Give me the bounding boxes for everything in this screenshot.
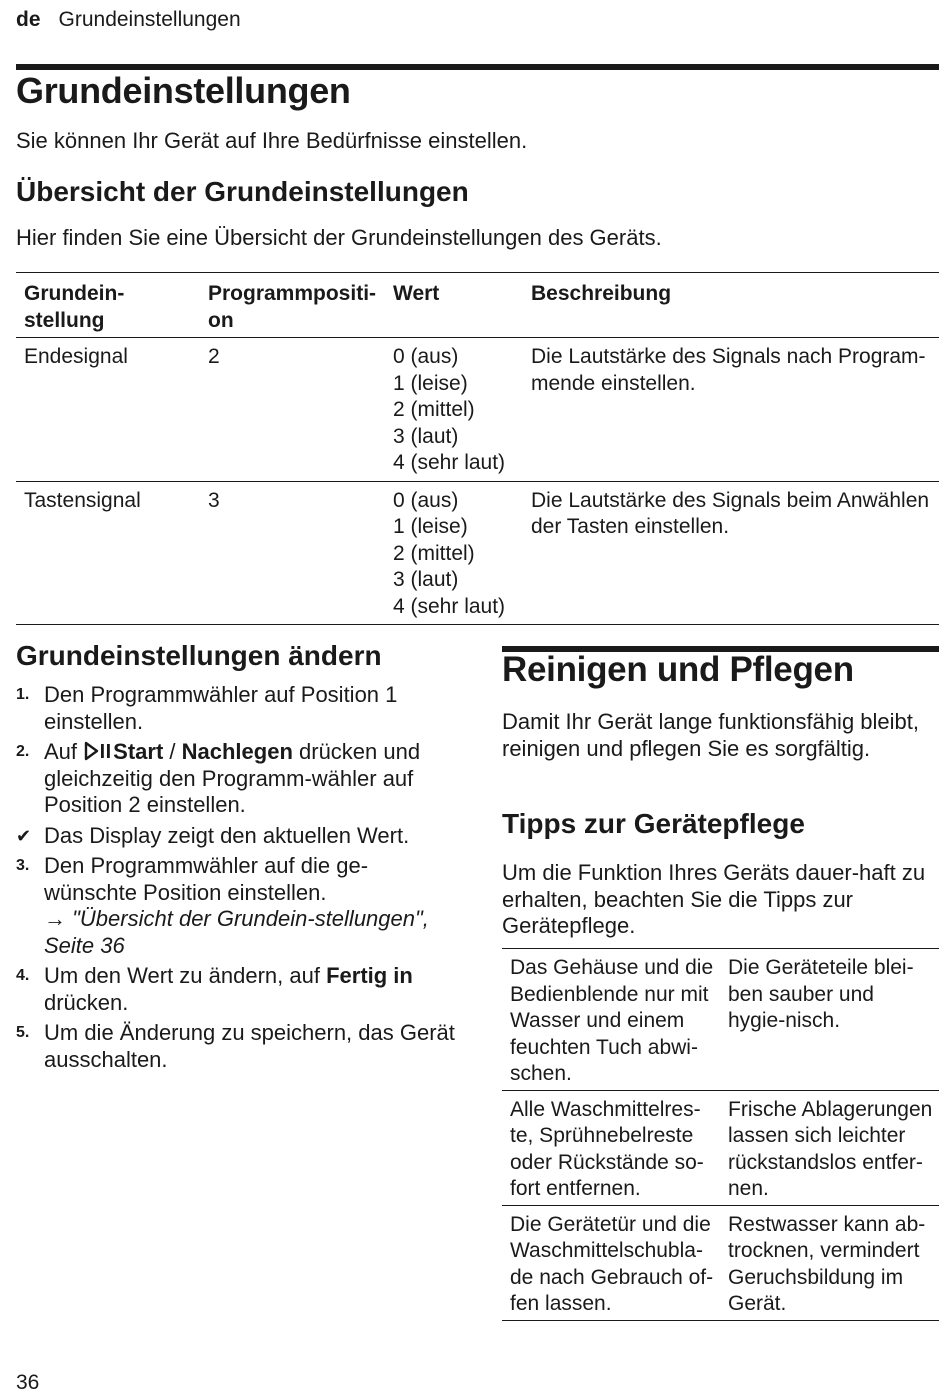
language-code: de (16, 8, 41, 31)
value-option: 3 (laut) (393, 424, 459, 448)
table-header-row (16, 273, 939, 338)
label-separator: / (163, 739, 182, 764)
tips-heading: Tipps zur Gerätepflege (502, 808, 805, 839)
setting-name: Endesignal (24, 345, 128, 368)
result-text: Das Display zeigt den aktuellen Wert. (44, 822, 410, 848)
overview-intro: Hier finden Sie eine Übersicht der Grundeinstellungen des Geräts. (16, 225, 662, 250)
column-header: Beschreibung (531, 282, 672, 305)
step-text: Den Programmwähler auf die ge-wünschte Position einstellen. (44, 853, 369, 905)
table-row (502, 1205, 939, 1320)
setting-name: Tastensignal (24, 488, 141, 512)
program-position: 3 (208, 488, 220, 512)
value-option: 4 (sehr laut) (393, 594, 506, 618)
program-position: 2 (208, 345, 220, 368)
value-option: 2 (mittel) (393, 541, 475, 565)
step-number: 2. (16, 743, 30, 760)
value-option: 0 (aus) (393, 345, 459, 368)
page-title: Grundeinstellungen (16, 70, 351, 111)
setting-values (385, 338, 523, 482)
tip-action: Das Gehäuse und die Bedienblende nur mit Wasser und einem feuchten Tuch abwi-schen. (510, 956, 714, 1085)
step-text: drücken und gleichzeitig den Programm-wähler auf Position 2 einstellen. (44, 739, 421, 817)
step-number: 1. (16, 686, 30, 703)
setting-description: Die Lautstärke des Signals nach Program- mende einstellen. (531, 345, 926, 395)
step-item (16, 682, 456, 735)
table-row (16, 481, 939, 625)
step-item (16, 963, 456, 1016)
tip-action: Die Gerätetür und die Waschmittelschubla-de nach Gebrauch of-fen lassen. (510, 1212, 714, 1315)
running-header (16, 8, 241, 32)
tips-table (502, 948, 939, 1321)
cleaning-heading: Reinigen und Pflegen (502, 650, 854, 689)
change-settings-section (16, 640, 456, 1077)
column-header: Wert (393, 282, 440, 305)
step-item (16, 1020, 456, 1073)
tip-benefit: Restwasser kann ab-trocknen, vermindert Geruchsbildung im Gerät. (728, 1212, 926, 1315)
result-item (16, 823, 456, 850)
tip-benefit: Die Geräteteile blei-ben sauber und hygie-nisch. (728, 956, 914, 1032)
step-number: 3. (16, 857, 30, 874)
step-text: Den Programmwähler auf Position 1 einstellen. (44, 682, 398, 734)
start-button-label: Start (113, 739, 164, 764)
overview-heading: Übersicht der Grundeinstellungen (16, 176, 469, 207)
cross-reference: → "Übersicht der Grundein-stellungen", Seite 36 (44, 906, 429, 958)
step-number: 5. (16, 1024, 30, 1041)
step-text: Um die Änderung zu speichern, das Gerät ausschalten. (44, 1020, 455, 1072)
table-row (502, 1090, 939, 1205)
cleaning-intro: Damit Ihr Gerät lange funktionsfähig bleibt, reinigen und pflegen Sie es sorgfältig. (502, 709, 920, 761)
column-header: Programmpositi- on (208, 282, 377, 332)
checkmark-icon: ✔ (16, 825, 32, 846)
page-number: 36 (16, 1371, 40, 1394)
step-text: Auf (44, 739, 78, 764)
start-pause-icon (83, 741, 113, 761)
column-header: Grundein- stellung (24, 282, 125, 332)
tip-benefit: Frische Ablagerungen lassen sich leichter rückstandslos entfer-nen. (728, 1097, 933, 1200)
header-section: Grundeinstellungen (58, 8, 241, 31)
setting-values (385, 481, 523, 625)
table-row (16, 338, 939, 482)
step-number: 4. (16, 967, 30, 984)
tips-intro: Um die Funktion Ihres Geräts dauer-haft zu erhalten, beachten Sie die Tipps zur Gerätepflege. (502, 860, 926, 938)
table-row (502, 949, 939, 1091)
step-item (16, 853, 456, 959)
step-item (16, 739, 456, 819)
value-option: 3 (laut) (393, 568, 459, 591)
step-text: Um den Wert zu ändern, auf (44, 963, 327, 988)
value-option: 2 (mittel) (393, 398, 475, 421)
value-option: 4 (sehr laut) (393, 451, 506, 474)
value-option: 0 (aus) (393, 488, 459, 512)
fertig-in-label: Fertig in (326, 963, 413, 988)
setting-description: Die Lautstärke des Signals beim Anwählen der Tasten einstellen. (531, 488, 930, 538)
change-heading: Grundeinstellungen ändern (16, 640, 382, 671)
tip-action: Alle Waschmittelres-te, Sprühnebelreste oder Rückstände so-fort entfernen. (510, 1097, 704, 1200)
step-list (16, 682, 456, 1073)
settings-table (16, 272, 939, 625)
intro-text: Sie können Ihr Gerät auf Ihre Bedürfnisse einstellen. (16, 128, 528, 153)
nachlegen-button-label: Nachlegen (181, 739, 293, 764)
value-option: 1 (leise) (393, 371, 468, 395)
step-text: drücken. (44, 989, 129, 1015)
value-option: 1 (leise) (393, 515, 468, 538)
